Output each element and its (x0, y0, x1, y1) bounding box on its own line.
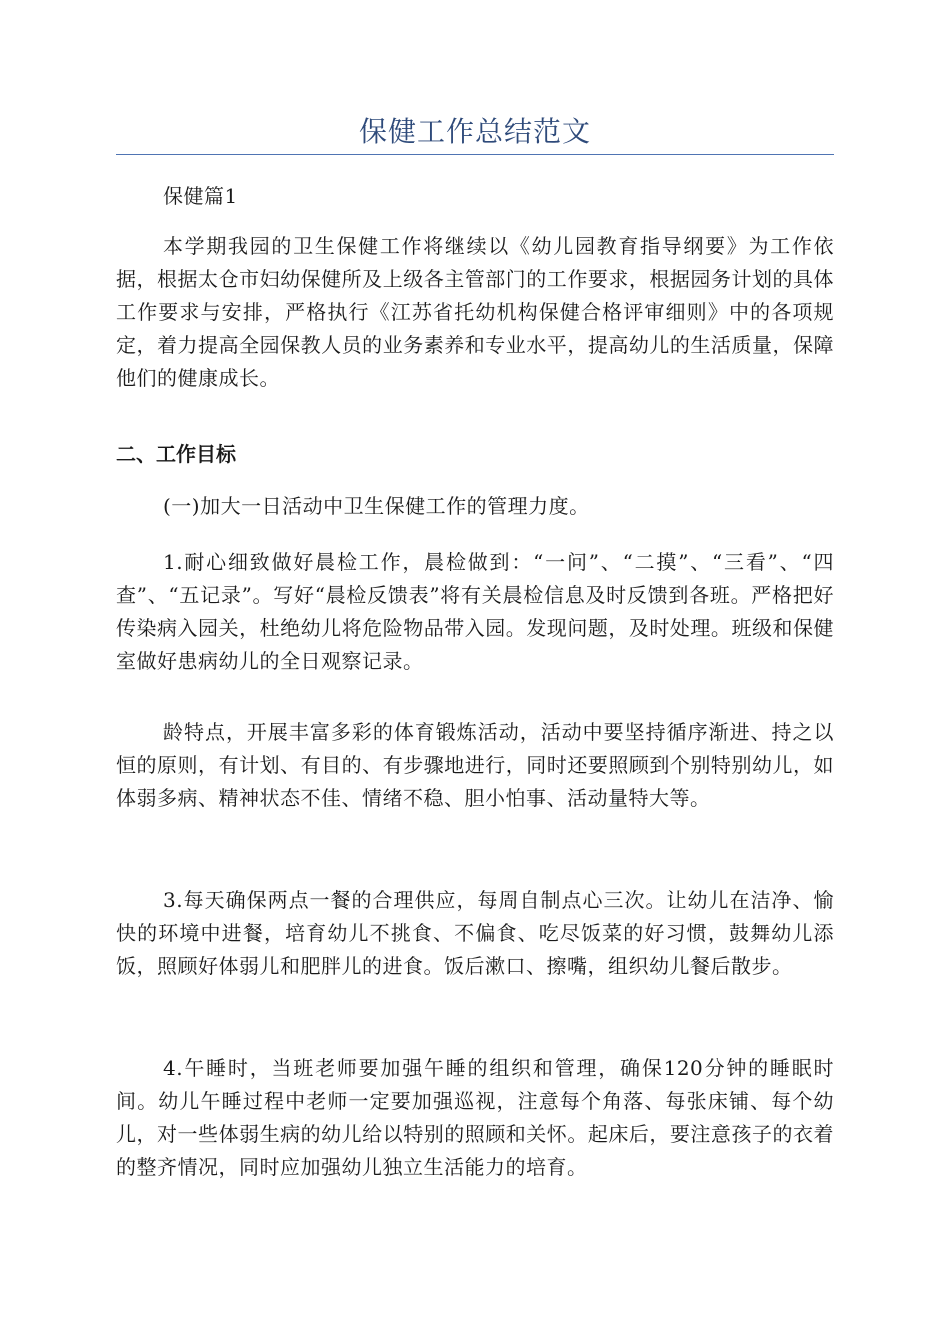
paragraph-item-2: 龄特点，开展丰富多彩的体育锻炼活动，活动中要坚持循序渐进、持之以恒的原则，有计划、有目的、有步骤地进行，同时还要照顾到个别特别幼儿，如体弱多病、精神状态不佳、情绪不稳、胆小怕事、活动量特大等。 (116, 720, 834, 810)
paragraph-section-label: 保健篇1 (163, 184, 238, 208)
paragraph-item-1: 1.耐心细致做好晨检工作，晨检做到：“一问”、“二摸”、“三看”、“四查”、“五记录”。写好“晨检反馈表”将有关晨检信息及时反馈到各班。严格把好传染病入园关，杜绝幼儿将危险物品带入园。发现问题，及时处理。班级和保健室做好患病幼儿的全日观察记录。 (116, 550, 834, 673)
document-title: 保健工作总结范文 (358, 115, 591, 148)
paragraph-item-4: 4.午睡时，当班老师要加强午睡的组织和管理，确保120分钟的睡眠时间。幼儿午睡过程中老师一定要加强巡视，注意每个角落、每张床铺、每个幼儿，对一些体弱生病的幼儿给以特别的照顾和关怀。起床后，要注意孩子的衣着的整齐情况，同时应加强幼儿独立生活能力的培育。 (116, 1056, 834, 1179)
title-underline (116, 154, 834, 155)
paragraph-intro: 本学期我园的卫生保健工作将继续以《幼儿园教育指导纲要》为工作依据，根据太仓市妇幼保健所及上级各主管部门的工作要求，根据园务计划的具体工作要求与安排，严格执行《江苏省托幼机构保健合格评审细则》中的各项规定，着力提高全园保教人员的业务素养和专业水平，提高幼儿的生活质量，保障他们的健康成长。 (116, 234, 834, 390)
section-heading-goals: 二、工作目标 (116, 442, 236, 466)
paragraph-item-3: 3.每天确保两点一餐的合理供应，每周自制点心三次。让幼儿在洁净、愉快的环境中进餐，培育幼儿不挑食、不偏食、吃尽饭菜的好习惯，鼓舞幼儿添饭，照顾好体弱儿和肥胖儿的进食。饭后漱口、擦嘴，组织幼儿餐后散步。 (116, 888, 834, 978)
paragraph-subheading-1: (一)加大一日活动中卫生保健工作的管理力度。 (163, 494, 590, 518)
